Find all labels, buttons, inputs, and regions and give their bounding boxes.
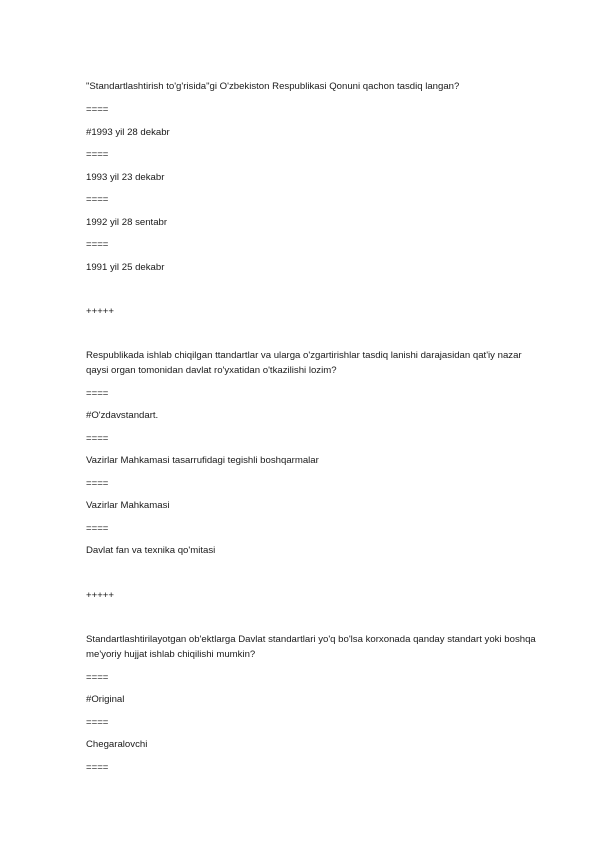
separator: ====	[86, 388, 109, 399]
answer-3-correct: #Original	[86, 694, 125, 705]
answer-1-option-4: 1991 yil 25 dekabr	[86, 262, 165, 273]
separator: ====	[86, 239, 109, 250]
question-end-marker: +++++	[86, 590, 115, 601]
separator: ====	[86, 523, 109, 534]
separator: ====	[86, 717, 109, 728]
question-1-text: "Standartlashtirish to'g'risida"gi O'zbekiston Respublikasi Qonuni qachon tasdiq langan?	[86, 81, 460, 92]
separator: ====	[86, 478, 109, 489]
answer-2-option-4: Davlat fan va texnika qo'mitasi	[86, 545, 216, 556]
separator: ====	[86, 433, 109, 444]
answer-2-option-3: Vazirlar Mahkamasi	[86, 500, 170, 511]
separator: ====	[86, 194, 109, 205]
answer-1-option-3: 1992 yil 28 sentabr	[86, 217, 168, 228]
separator: ====	[86, 672, 109, 683]
separator: ====	[86, 149, 109, 160]
answer-1-option-2: 1993 yil 23 dekabr	[86, 172, 165, 183]
answer-2-option-2: Vazirlar Mahkamasi tasarrufidagi tegishli boshqarmalar	[86, 455, 319, 466]
answer-3-option-2: Chegaralovchi	[86, 739, 148, 750]
answer-2-correct: #O'zdavstandart.	[86, 410, 159, 421]
answer-1-correct: #1993 yil 28 dekabr	[86, 127, 170, 138]
question-end-marker: +++++	[86, 306, 115, 317]
separator: ====	[86, 762, 109, 773]
question-3-text: Standartlashtirilayotgan ob'ektlarga Davlat standartlari yo'q bo'lsa korxonada qanday standart yoki boshqa me'yoriy hujjat ishlab chiqilishi mumkin?	[86, 634, 536, 660]
separator: ====	[86, 104, 109, 115]
question-2-text: Respublikada ishlab chiqilgan ttandartlar va ularga o'zgartirishlar tasdiq lanishi darajasidan qat'iy nazar qaysi organ tomonidan davlat ro'yxatidan o'tkazilishi lozim?	[86, 350, 522, 376]
